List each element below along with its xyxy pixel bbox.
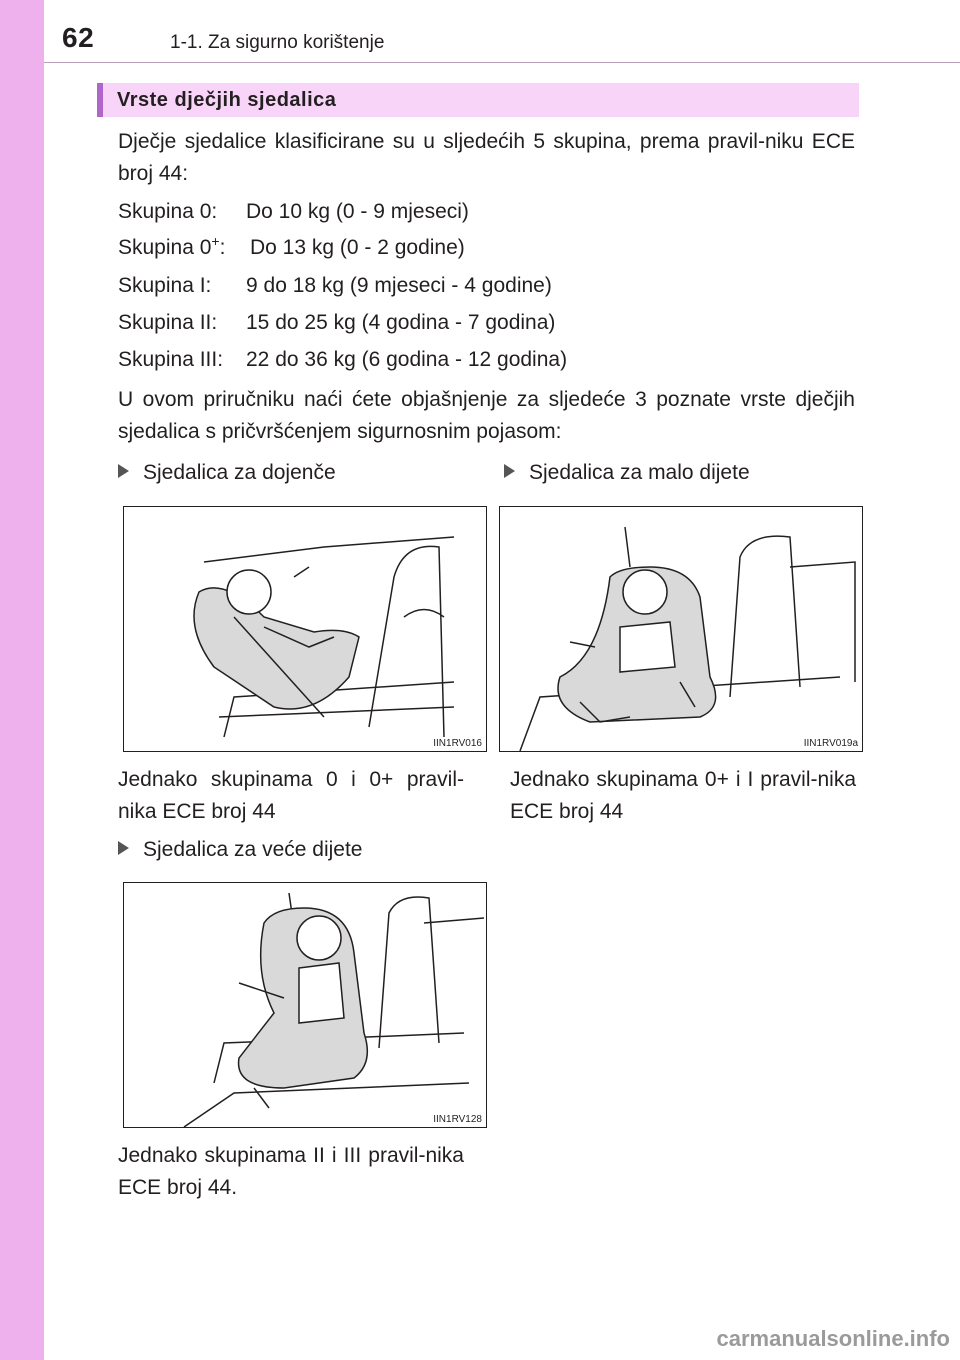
group-value: Do 10 kg (0 - 9 mjeseci) xyxy=(246,200,469,223)
group-label: Skupina 0: xyxy=(118,200,218,223)
figure-code: IIN1RV019a xyxy=(803,738,858,749)
seat-heading-toddler: Sjedalica za malo dijete xyxy=(504,457,750,489)
section-title: Vrste dječjih sjedalica xyxy=(117,89,337,111)
group-value: 15 do 25 kg (4 godina - 7 godina) xyxy=(246,311,556,334)
triangle-bullet-icon xyxy=(118,464,129,478)
infant-seat-drawing xyxy=(124,507,486,751)
chapter-title: 1-1. Za sigurno korištenje xyxy=(170,32,385,53)
group-label: Skupina 0+: xyxy=(118,233,226,259)
toddler-seat-caption: Jednako skupinama 0+ i I pravil-nika ECE broj 44 xyxy=(510,768,856,823)
side-tab xyxy=(0,0,44,1360)
group-value: 9 do 18 kg (9 mjeseci - 4 godine) xyxy=(246,274,552,297)
intro-paragraph: Dječje sjedalice klasificirane su u sljedećih 5 skupina, prema pravil-niku ECE broj 44: xyxy=(118,130,855,185)
group-label: Skupina I: xyxy=(118,274,212,297)
infant-seat-illustration xyxy=(123,506,487,752)
figure-code: IIN1RV016 xyxy=(433,738,482,749)
outro-paragraph: U ovom priručniku naći ćete objašnjenje za sljedeće 3 poznate vrste dječjih sjedalica s pričvršćenjem sigurnosnim pojasom: xyxy=(118,388,855,443)
triangle-bullet-icon xyxy=(504,464,515,478)
page-number: 62 xyxy=(62,22,95,53)
figure-code: IIN1RV128 xyxy=(433,1114,482,1125)
infant-seat-caption: Jednako skupinama 0 i 0+ pravil-nika ECE broj 44 xyxy=(118,768,464,823)
group-label: Skupina III: xyxy=(118,348,224,371)
toddler-seat-illustration xyxy=(499,506,863,752)
seat-heading-child: Sjedalica za veće dijete xyxy=(118,834,362,866)
watermark: carmanualsonline.info xyxy=(716,1326,950,1351)
booster-seat-drawing xyxy=(124,883,486,1127)
section-heading-bar xyxy=(97,83,859,117)
toddler-seat-drawing xyxy=(500,507,862,751)
group-value: 22 do 36 kg (6 godina - 12 godina) xyxy=(246,348,568,371)
header-divider xyxy=(44,62,960,63)
booster-seat-caption: Jednako skupinama II i III pravil-nika ECE broj 44. xyxy=(118,1144,464,1199)
group-label: Skupina II: xyxy=(118,311,218,334)
booster-seat-illustration xyxy=(123,882,487,1128)
triangle-bullet-icon xyxy=(118,841,129,855)
seat-heading-infant: Sjedalica za dojenče xyxy=(118,457,336,489)
group-value: Do 13 kg (0 - 2 godine) xyxy=(250,236,465,259)
